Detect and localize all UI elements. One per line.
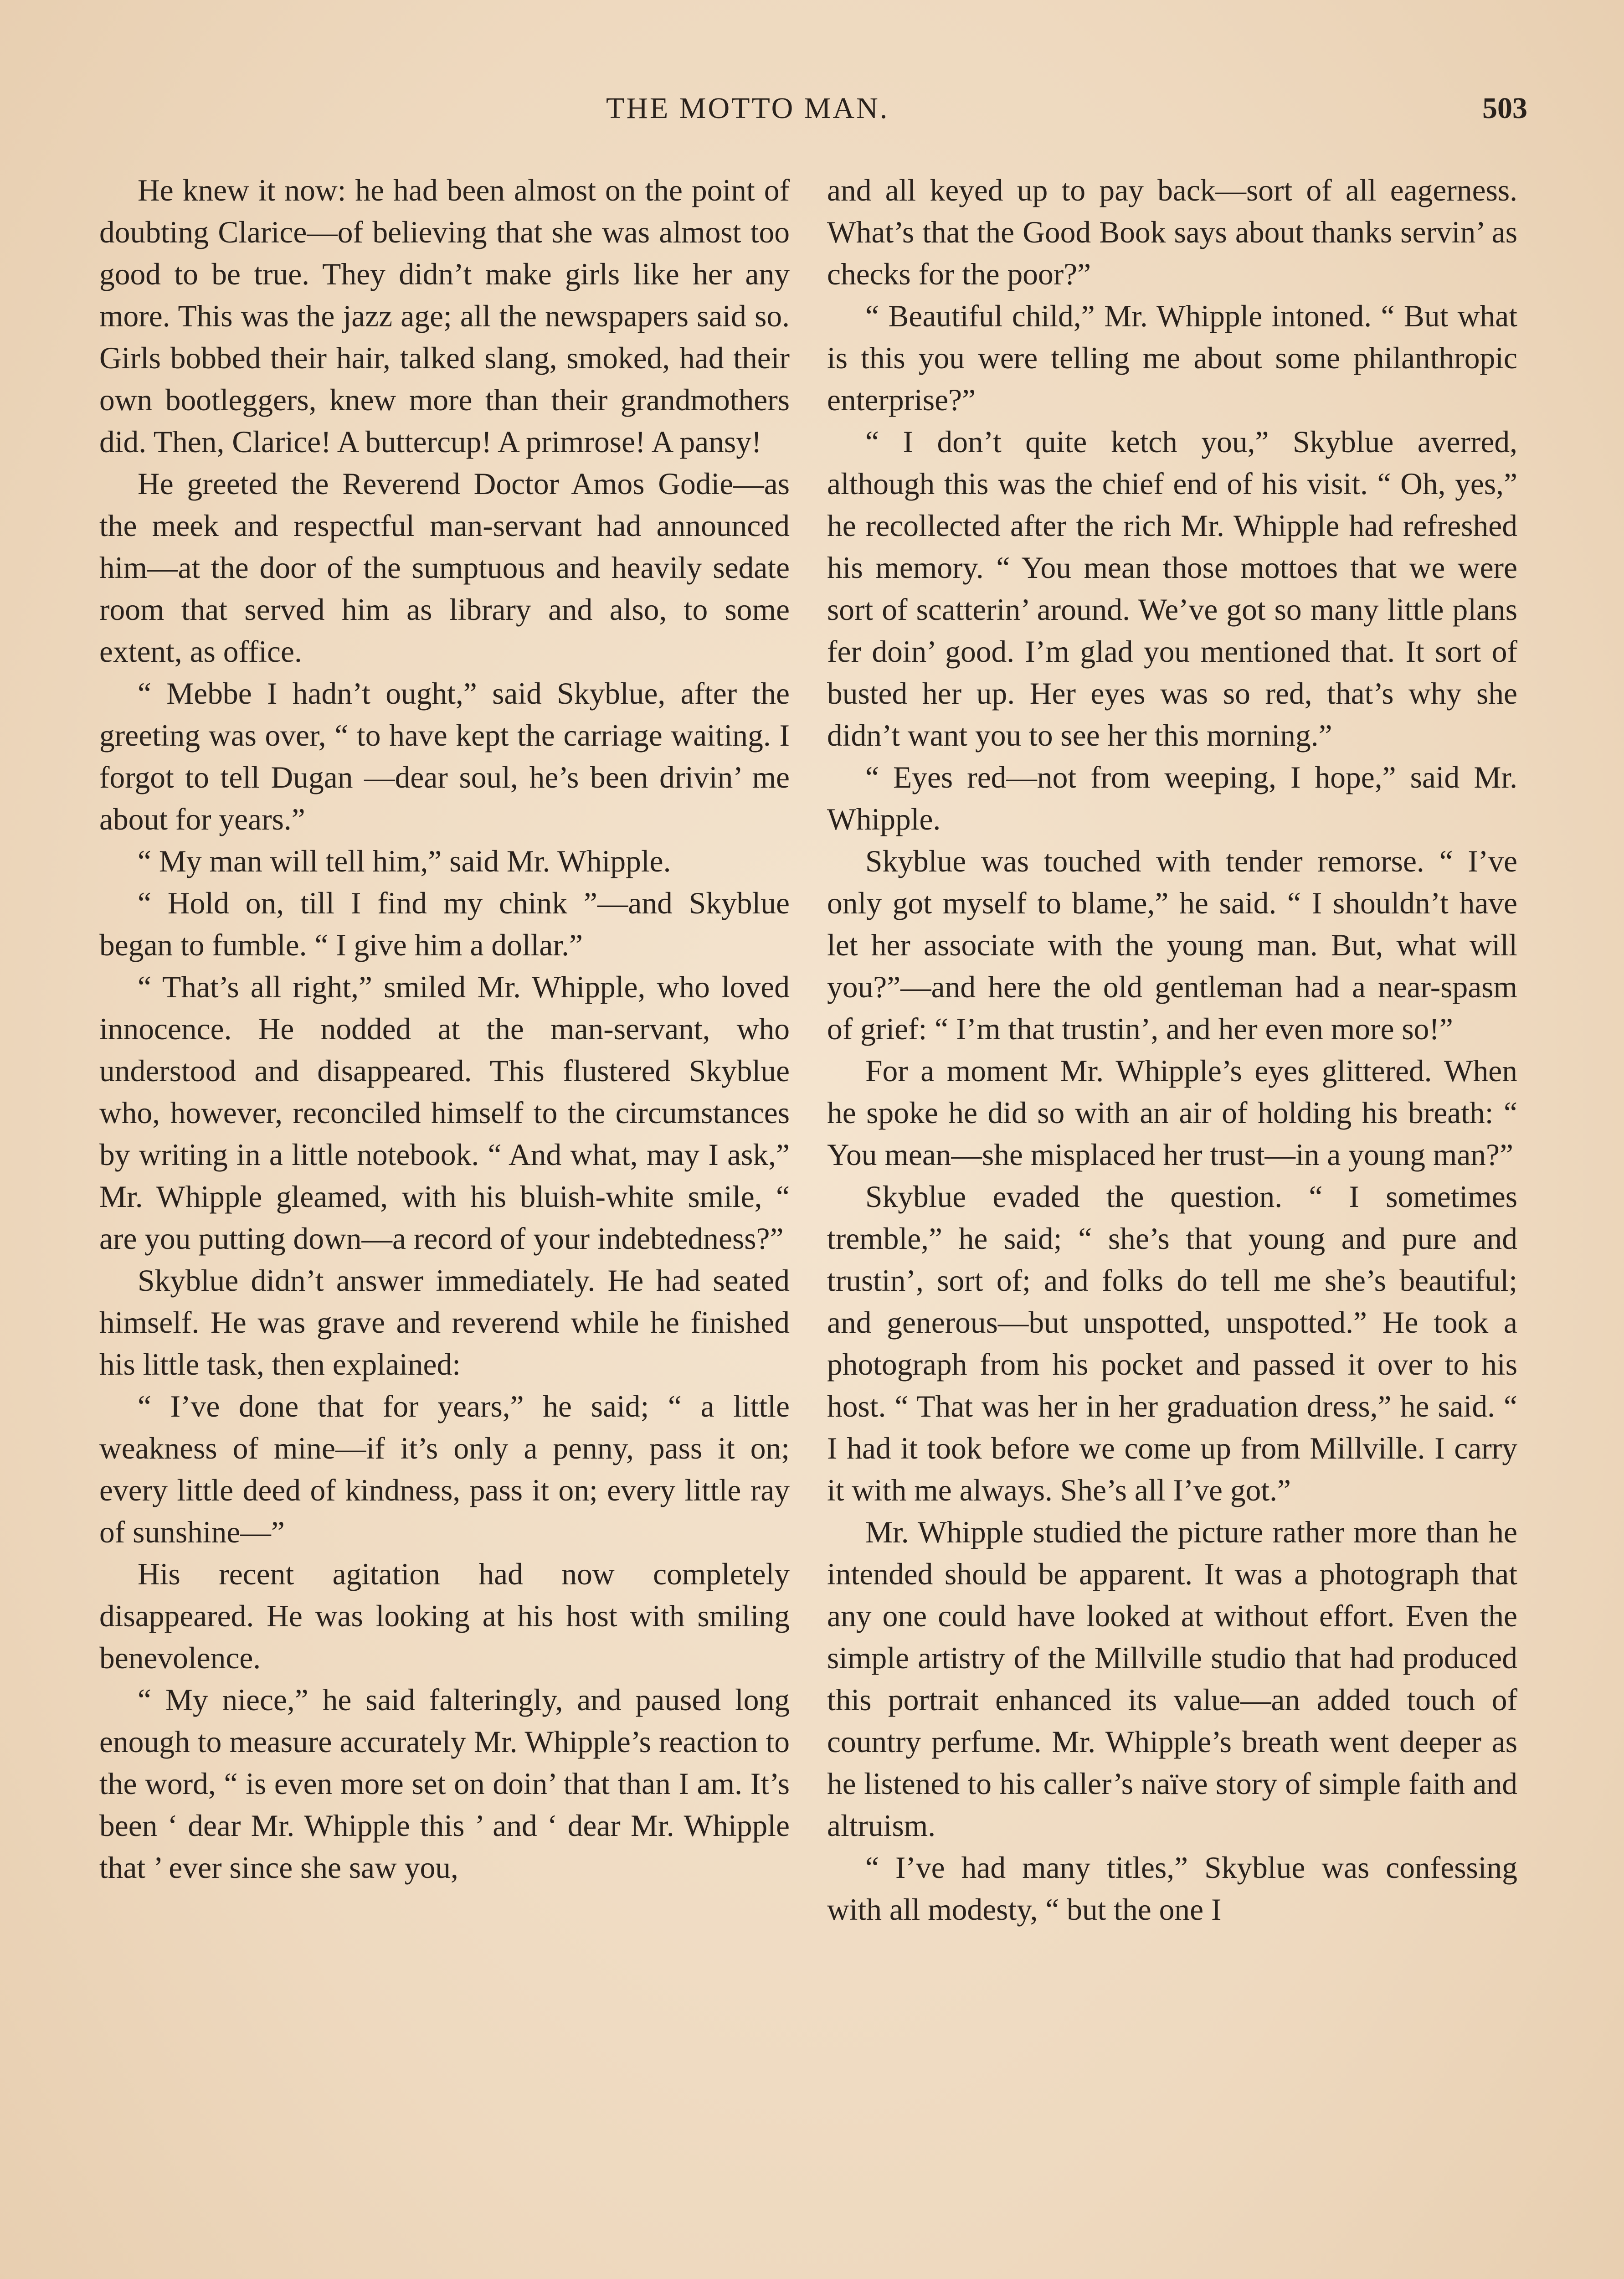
paragraph: “ I don’t quite ketch you,” Skyblue averred, although this was the chief end of his visit. “ Oh, yes,” he recollected after the rich Mr. Whipple had refreshed his memory. “ You mean those mottoes that we were sort of scatterin’ around. We’ve got so many little plans fer doin’ good. I’m glad you mentioned that. It sort of busted her up. Her eyes was so red, that’s why she didn’t want you to see her this morning.”	[827, 425, 1517, 753]
paragraph: “ My niece,” he said falteringly, and paused long enough to measure accurately Mr. Whipple’s reaction to the word, “ is even more set on doin’ that than I am. It’s been ‘ dear Mr. Whipple this ’ and ‘ dear Mr. Whipple that ’ ever since she saw you,	[99, 1683, 790, 1885]
paragraph: His recent agitation had now completely disappeared. He was looking at his host with smiling benevolence.	[99, 1557, 790, 1675]
paragraph: For a moment Mr. Whipple’s eyes glittered. When he spoke he did so with an air of holding his breath: “ You mean—she misplaced her trust—in a young man?”	[827, 1054, 1517, 1172]
left-column	[99, 170, 790, 1889]
paragraph: “ I’ve had many titles,” Skyblue was confessing with all modesty, “ but the one I	[827, 1851, 1517, 1927]
paragraph-continued: and all keyed up to pay back—sort of all eagerness. What’s that the Good Book says about thanks servin’ as checks for the poor?”	[827, 173, 1517, 291]
paragraph: Skyblue didn’t answer immediately. He had seated himself. He was grave and reverend while he finished his little task, then explained:	[99, 1263, 790, 1382]
paragraph: “ Beautiful child,” Mr. Whipple intoned. “ But what is this you were telling me about some philanthropic enterprise?”	[827, 299, 1517, 417]
paragraph: “ My man will tell him,” said Mr. Whipple.	[138, 844, 671, 878]
right-column	[827, 170, 1517, 1931]
paragraph: Skyblue was touched with tender remorse. “ I’ve only got myself to blame,” he said. “ I shouldn’t have let her associate with the young man. But, what will you?”—and here the old gentleman had a near-spasm of grief: “ I’m that trustin’, and her even more so!”	[827, 844, 1517, 1046]
paragraph: “ I’ve done that for years,” he said; “ a little weakness of mine—if it’s only a penny, pass it on; every little deed of kindness, pass it on; every little ray of sunshine—”	[99, 1389, 790, 1549]
paragraph: He greeted the Reverend Doctor Amos Godie—as the meek and respectful man-servant had announced him—at the door of the sumptuous and heavily sedate room that served him as library and also, to some extent, as office.	[99, 467, 790, 669]
page-number: 503	[1482, 92, 1527, 125]
paragraph: Mr. Whipple studied the picture rather more than he intended should be apparent. It was a photograph that any one could have looked at without effort. Even the simple artistry of the Millville studio that had produced this portrait enhanced its value—an added touch of country perfume. Mr. Whipple’s breath went deeper as he listened to his caller’s naïve story of simple faith and altruism.	[827, 1515, 1517, 1843]
paragraph: “ Mebbe I hadn’t ought,” said Skyblue, after the greeting was over, “ to have kept the carriage waiting. I forgot to tell Dugan —dear soul, he’s been drivin’ me about for years.”	[99, 676, 790, 836]
paragraph: “ Hold on, till I find my chink ”—and Skyblue began to fumble. “ I give him a dollar.”	[99, 886, 790, 962]
paragraph: Skyblue evaded the question. “ I sometimes tremble,” he said; “ she’s that young and pure and trustin’, sort of; and folks do tell me she’s beautiful; and generous—but unspotted, unspotted.” He took a photograph from his pocket and passed it over to his host. “ That was her in her graduation dress,” he said. “ I had it took before we come up from Millville. I carry it with me always. She’s all I’ve got.”	[827, 1180, 1517, 1507]
running-title: THE MOTTO MAN.	[606, 92, 889, 125]
paragraph: He knew it now: he had been almost on the point of doubting Clarice—of believing that she was almost too good to be true. They didn’t make girls like her any more. This was the jazz age; all the newspapers said so. Girls bobbed their hair, talked slang, smoked, had their own bootleggers, knew more than their grandmothers did. Then, Clarice! A buttercup! A primrose! A pansy!	[99, 173, 790, 459]
paragraph: “ Eyes red—not from weeping, I hope,” said Mr. Whipple.	[827, 760, 1517, 836]
paragraph: “ That’s all right,” smiled Mr. Whipple, who loved innocence. He nodded at the man-servant, who understood and disappeared. This flustered Skyblue who, however, reconciled himself to the circumstances by writing in a little notebook. “ And what, may I ask,” Mr. Whipple gleamed, with his bluish-white smile, “ are you putting down—a record of your indebtedness?”	[99, 970, 790, 1256]
